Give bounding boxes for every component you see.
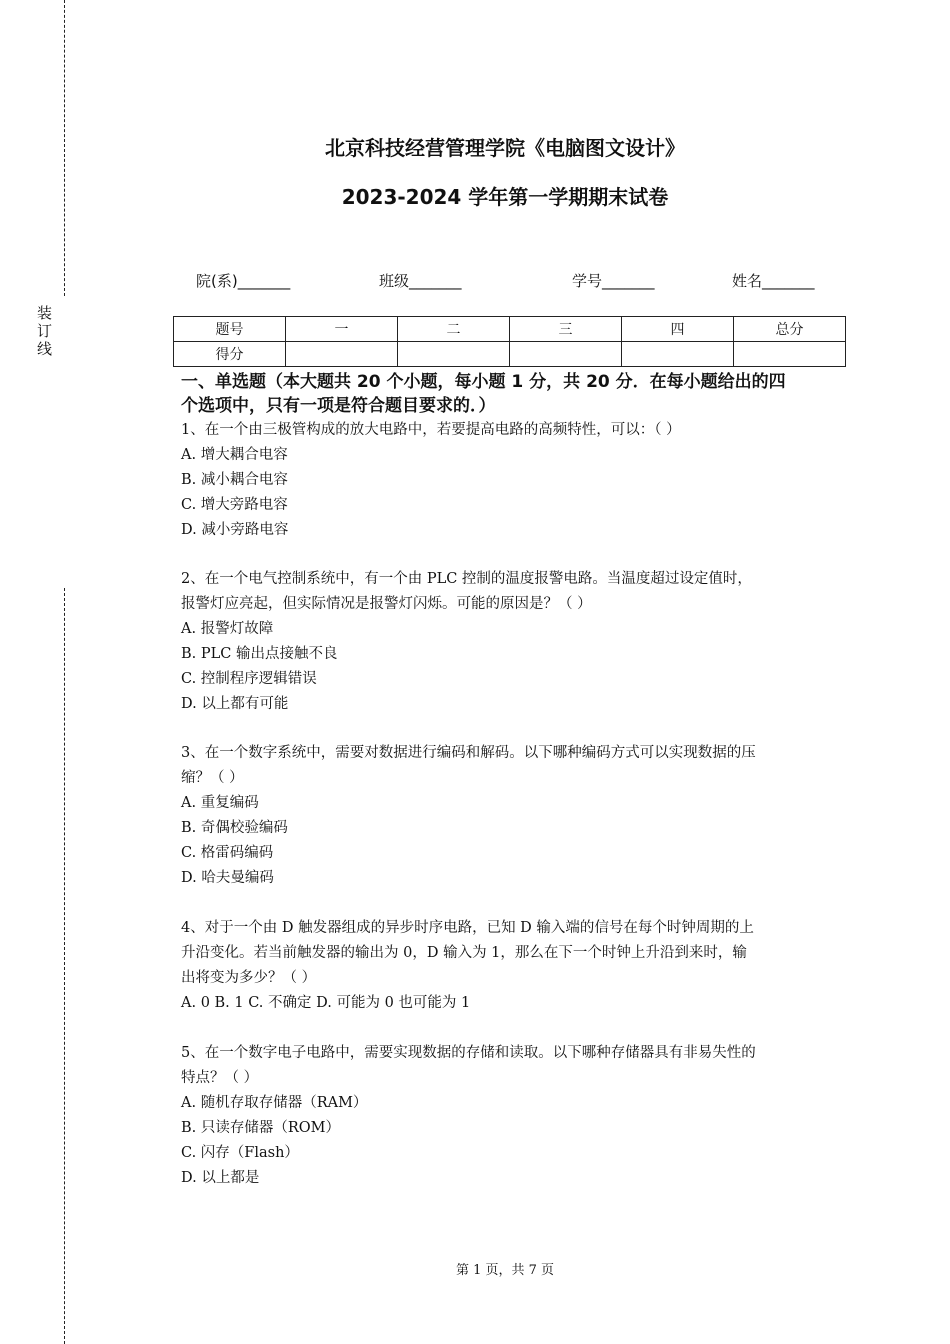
option-a: A. 随机存取存储器（RAM） <box>181 1095 368 1111</box>
score-table <box>173 316 846 367</box>
department-field: 院(系)_______ <box>196 272 291 290</box>
class-field: 班级_______ <box>379 272 462 290</box>
option-b: B. 奇偶校验编码 <box>181 820 288 836</box>
option-d: D. 以上都是 <box>181 1170 260 1186</box>
options-inline: A. 0 B. 1 C. 不确定 D. 可能为 0 也可能为 1 <box>181 995 471 1011</box>
table-cell: 二 <box>398 317 510 342</box>
score-table-score-row <box>174 342 846 367</box>
option-c: C. 格雷码编码 <box>181 845 274 861</box>
question-text: 5、在一个数字电子电路中，需要实现数据的存储和读取。以下哪种存储器具有非易失性的 <box>181 1045 756 1061</box>
table-cell <box>510 342 622 367</box>
question-1 <box>181 418 841 543</box>
table-cell: 得分 <box>174 342 286 367</box>
question-text: 缩？（ ） <box>181 770 244 786</box>
exam-title-line1: 北京科技经营管理学院《电脑图文设计》 <box>325 136 685 160</box>
page-footer: 第 1 页，共 7 页 <box>455 1263 555 1278</box>
option-d: D. 减小旁路电容 <box>181 522 289 538</box>
option-b: B. PLC 输出点接触不良 <box>181 646 338 662</box>
binding-label <box>37 304 55 358</box>
table-cell <box>622 342 734 367</box>
question-5 <box>181 1041 841 1191</box>
question-3 <box>181 741 841 891</box>
option-d: D. 以上都有可能 <box>181 696 289 712</box>
table-cell: 题号 <box>174 317 286 342</box>
question-text: 报警灯应亮起，但实际情况是报警灯闪烁。可能的原因是？（ ） <box>181 596 592 612</box>
question-4 <box>181 916 841 1016</box>
binding-char: 订 <box>37 322 53 340</box>
section-heading <box>181 370 841 418</box>
binding-char: 装 <box>37 304 53 322</box>
option-a: A. 增大耦合电容 <box>181 447 288 463</box>
question-text: 特点？（ ） <box>181 1070 259 1086</box>
table-cell <box>734 342 846 367</box>
question-text: 3、在一个数字系统中，需要对数据进行编码和解码。以下哪种编码方式可以实现数据的压 <box>181 745 756 761</box>
question-text: 1、在一个由三极管构成的放大电路中，若要提高电路的高频特性，可以：（ ） <box>181 422 681 438</box>
table-cell: 三 <box>510 317 622 342</box>
name-field: 姓名_______ <box>732 272 815 290</box>
option-b: B. 减小耦合电容 <box>181 472 288 488</box>
table-cell <box>398 342 510 367</box>
question-text: 4、对于一个由 D 触发器组成的异步时序电路，已知 D 输入端的信号在每个时钟周期的上 <box>181 920 754 936</box>
option-b: B. 只读存储器（ROM） <box>181 1120 341 1136</box>
option-d: D. 哈夫曼编码 <box>181 870 274 886</box>
table-cell <box>286 342 398 367</box>
score-table-header-row <box>174 317 846 342</box>
section-heading-line: 个选项中，只有一项是符合题目要求的．） <box>181 396 496 416</box>
option-a: A. 重复编码 <box>181 795 259 811</box>
section-heading-line: 一、单选题（本大题共 20 个小题，每小题 1 分，共 20 分．在每小题给出的四 <box>181 372 786 392</box>
option-c: C. 增大旁路电容 <box>181 497 288 513</box>
student-id-field: 学号_______ <box>572 272 655 290</box>
question-text: 升沿变化。若当前触发器的输出为 0，D 输入为 1，那么在下一个时钟上升沿到来时，输 <box>181 945 747 961</box>
binding-dashed-line-bottom <box>64 588 65 1344</box>
option-c: C. 控制程序逻辑错误 <box>181 671 317 687</box>
option-a: A. 报警灯故障 <box>181 621 274 637</box>
table-cell: 总分 <box>734 317 846 342</box>
table-cell: 四 <box>622 317 734 342</box>
question-text: 2、在一个电气控制系统中，有一个由 PLC 控制的温度报警电路。当温度超过设定值时， <box>181 571 752 587</box>
exam-title-line2: 2023-2024 学年第一学期期末试卷 <box>341 185 669 209</box>
binding-char: 线 <box>37 340 53 358</box>
student-info-row <box>0 270 950 292</box>
option-c: C. 闪存（Flash） <box>181 1145 299 1161</box>
question-2 <box>181 567 841 717</box>
table-cell: 一 <box>286 317 398 342</box>
question-text: 出将变为多少？（ ） <box>181 970 317 986</box>
